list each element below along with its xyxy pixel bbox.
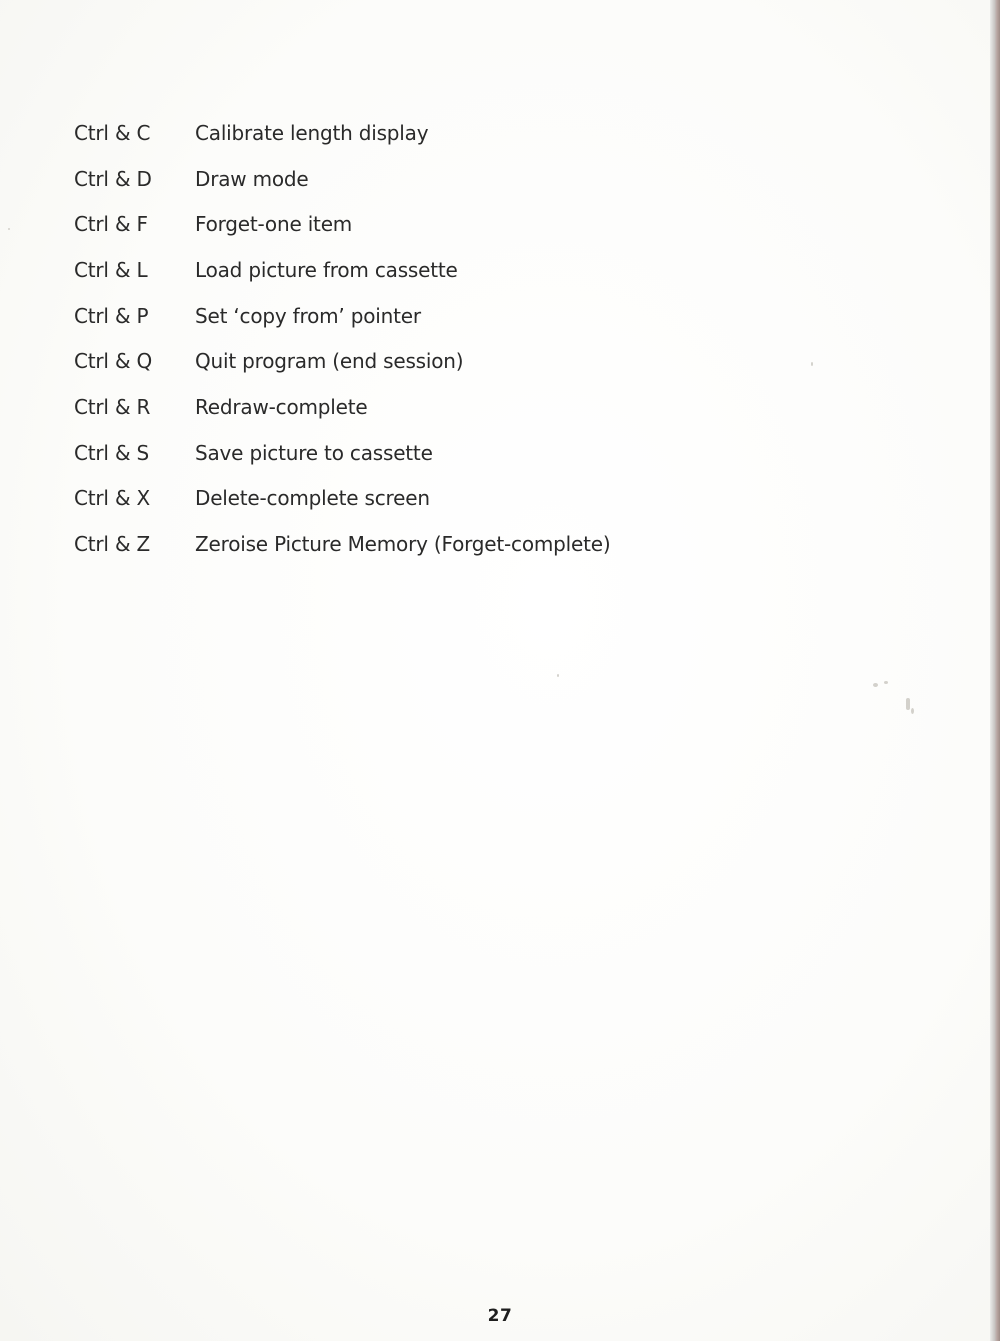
shortcut-key: Ctrl & R <box>74 394 151 419</box>
shortcut-key: Ctrl & L <box>74 257 148 282</box>
shortcut-row-ctrl-z <box>74 521 774 567</box>
shortcut-row-ctrl-f <box>74 201 774 247</box>
shortcut-key: Ctrl & S <box>74 440 149 465</box>
shortcut-key: Ctrl & Z <box>74 532 150 557</box>
shortcut-row-ctrl-r <box>74 384 774 430</box>
shortcut-description: Delete-complete screen <box>195 486 430 511</box>
shortcut-row-ctrl-l <box>74 247 774 293</box>
shortcut-row-ctrl-x <box>74 476 774 522</box>
shortcut-description: Zeroise Picture Memory (Forget-complete) <box>195 532 611 557</box>
shortcut-description: Save picture to cassette <box>195 440 433 465</box>
shortcut-key: Ctrl & X <box>74 486 150 511</box>
shortcut-row-ctrl-q <box>74 338 774 384</box>
page-number: 27 <box>487 1306 513 1326</box>
shortcut-key: Ctrl & C <box>74 120 151 145</box>
paper-speck <box>873 683 878 687</box>
shortcut-description: Set ‘copy from’ pointer <box>195 303 421 328</box>
shortcut-list <box>74 110 774 567</box>
paper-speck <box>811 362 813 366</box>
shortcut-description: Draw mode <box>195 166 309 191</box>
page-edge <box>990 0 1000 1341</box>
shortcut-description: Forget-one item <box>195 212 353 237</box>
shortcut-description: Load picture from cassette <box>195 257 458 282</box>
shortcut-row-ctrl-c <box>74 110 774 156</box>
shortcut-description: Redraw-complete <box>195 394 368 419</box>
shortcut-key: Ctrl & Q <box>74 349 153 374</box>
paper-speck <box>884 681 888 684</box>
paper-speck <box>906 698 910 710</box>
shortcut-description: Calibrate length display <box>195 120 429 145</box>
shortcut-row-ctrl-p <box>74 293 774 339</box>
paper-speck <box>8 228 10 230</box>
paper-speck <box>557 674 559 677</box>
paper-speck <box>911 708 914 714</box>
shortcut-row-ctrl-s <box>74 430 774 476</box>
shortcut-key: Ctrl & P <box>74 303 149 328</box>
shortcut-key: Ctrl & D <box>74 166 152 191</box>
shortcut-description: Quit program (end session) <box>195 349 464 374</box>
shortcut-row-ctrl-d <box>74 156 774 202</box>
shortcut-key: Ctrl & F <box>74 212 148 237</box>
